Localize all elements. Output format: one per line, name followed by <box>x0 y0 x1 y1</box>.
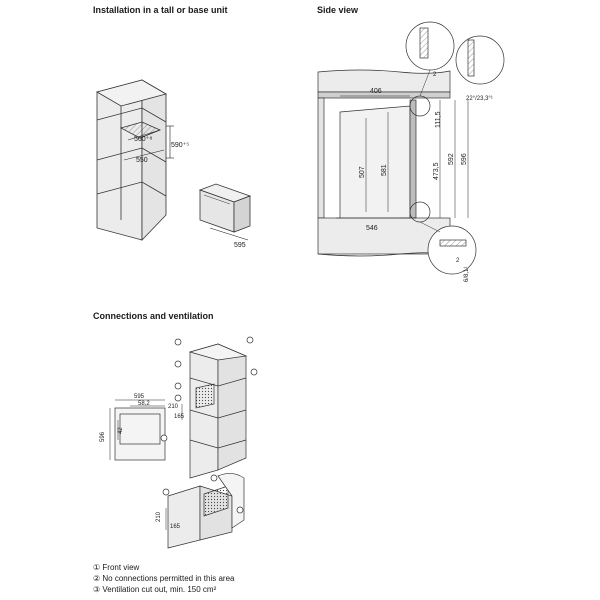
dim-165-tall: 165 <box>174 414 185 420</box>
dim-406: 406 <box>370 88 382 95</box>
dim-560: 560⁺⁸ <box>134 136 153 143</box>
side-view-drawing <box>318 22 504 274</box>
dim-590: 590⁺⁵ <box>171 142 190 149</box>
dim-596: 596 <box>461 153 468 165</box>
dim-546: 546 <box>366 225 378 232</box>
dim-473-5: 473,5 <box>433 162 440 180</box>
side-view-title: Side view <box>317 5 359 15</box>
dim-595: 595 <box>234 242 246 249</box>
dim-210-tall: 210 <box>168 404 179 410</box>
dim-550: 550 <box>136 157 148 164</box>
dim-111-5: 111,5 <box>435 111 442 128</box>
legend <box>93 562 234 595</box>
dim-2a: 2 <box>433 72 437 78</box>
dim-165-base: 165 <box>170 524 181 530</box>
installation-title: Installation in a tall or base unit <box>93 5 228 15</box>
dim-592: 592 <box>448 153 455 165</box>
legend-no-connections: ② No connections permitted in this area <box>93 574 235 583</box>
dim-210-base: 210 <box>156 511 162 522</box>
dim-6: 6/8,1¹ <box>464 266 470 282</box>
connections-title: Connections and ventilation <box>93 311 214 321</box>
legend-ventilation: ③ Ventilation cut out, min. 150 cm² <box>93 585 217 594</box>
dim-58-2: 58,2 <box>138 401 150 407</box>
dim-595-front: 595 <box>134 394 145 400</box>
oven-box <box>200 184 250 240</box>
dim-507: 507 <box>359 166 366 178</box>
dim-2b: 2 <box>456 258 460 264</box>
dim-42: 42 <box>118 427 124 434</box>
dim-22: 22°/23,3°¹ <box>466 96 493 102</box>
connections-drawing <box>110 337 257 548</box>
dim-596-front: 596 <box>100 431 106 442</box>
legend-front-view: ① Front view <box>93 563 140 572</box>
dim-581: 581 <box>381 164 388 176</box>
